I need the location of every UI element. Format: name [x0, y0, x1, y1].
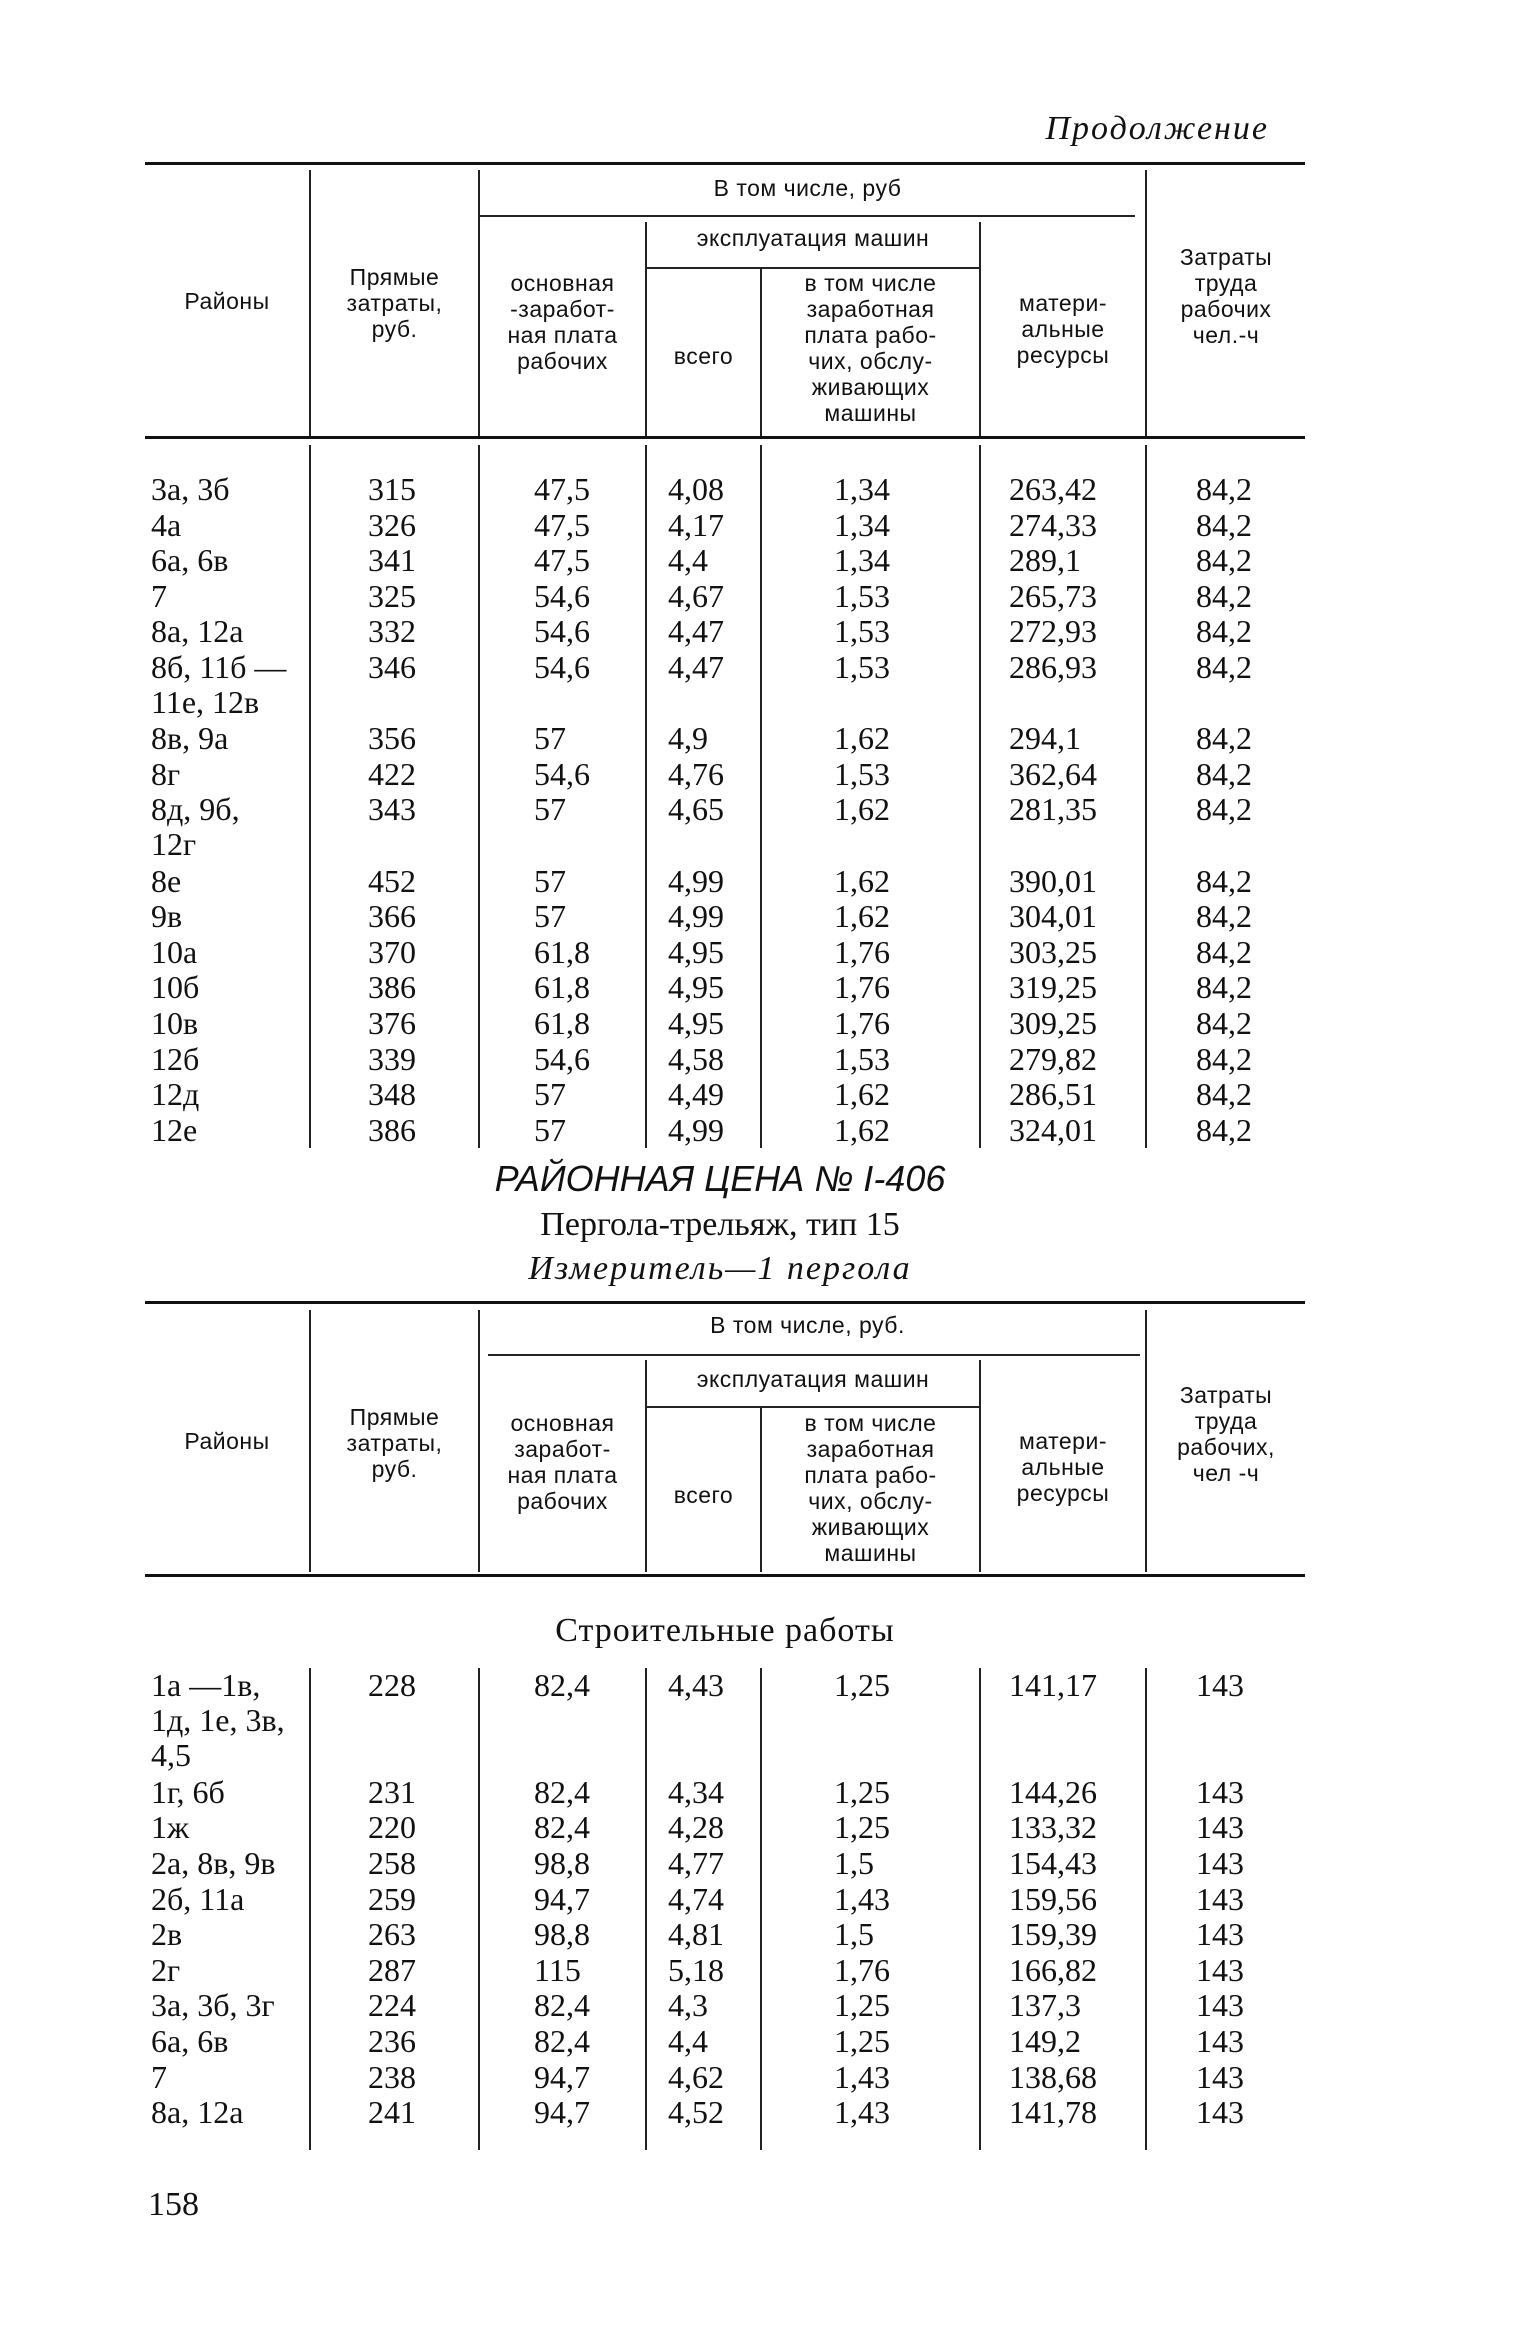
- value-cell: 57: [534, 1076, 566, 1113]
- value-cell: 1,25: [834, 1667, 890, 1703]
- col-including: В том числе, руб.: [710, 1312, 905, 1338]
- value-cell: 1,62: [834, 1111, 890, 1148]
- value-cell: 84,2: [1196, 1005, 1252, 1041]
- region-cell: 2б, 11а: [151, 1880, 245, 1917]
- value-cell: 143: [1196, 1951, 1244, 1988]
- value-cell: 339: [368, 1040, 416, 1077]
- column-divider: [1145, 445, 1147, 1148]
- value-cell: 4,65: [668, 791, 724, 828]
- column-divider: [309, 445, 311, 1148]
- value-cell: 319,25: [1009, 969, 1097, 1006]
- value-cell: 289,1: [1009, 542, 1081, 579]
- col-labor: Затраты труда рабочих чел.-ч: [1179, 244, 1273, 348]
- value-cell: 4,49: [668, 1076, 724, 1113]
- value-cell: 304,01: [1009, 898, 1097, 935]
- region-cell: 12е: [151, 1111, 198, 1148]
- value-cell: 1,62: [834, 862, 890, 899]
- value-cell: 4,95: [668, 1005, 724, 1041]
- value-cell: 54,6: [534, 613, 590, 650]
- value-cell: 149,2: [1009, 2023, 1081, 2059]
- region-cell: 12б: [151, 1040, 200, 1077]
- region-cell: 8а, 12а: [151, 2094, 244, 2131]
- col-direct-costs: Прямые затраты, руб.: [346, 1404, 443, 1482]
- value-cell: 61,8: [534, 969, 590, 1006]
- value-cell: 370: [368, 933, 416, 970]
- col-machine-operation: эксплуатация машин: [696, 1366, 930, 1392]
- region-cell: 2г: [151, 1951, 181, 1988]
- region-cell: 8г: [151, 755, 181, 792]
- value-cell: 341: [368, 542, 416, 579]
- value-cell: 343: [368, 791, 416, 828]
- value-cell: 4,52: [668, 2094, 724, 2131]
- value-cell: 4,43: [668, 1667, 724, 1703]
- value-cell: 84,2: [1196, 471, 1252, 507]
- value-cell: 1,53: [834, 613, 890, 650]
- value-cell: 61,8: [534, 933, 590, 970]
- value-cell: 326: [368, 506, 416, 543]
- value-cell: 4,76: [668, 755, 724, 792]
- col-machine-operation: эксплуатация машин: [696, 225, 930, 251]
- value-cell: 1,76: [834, 1005, 890, 1041]
- value-cell: 1,34: [834, 506, 890, 543]
- value-cell: 236: [368, 2023, 416, 2059]
- value-cell: 1,53: [834, 649, 890, 685]
- divider: [145, 436, 1305, 439]
- column-divider: [1145, 1668, 1147, 2150]
- col-including-wage: в том числе заработная плата рабо- чих, обслу- живающих машины: [804, 1410, 937, 1566]
- value-cell: 82,4: [534, 1809, 590, 1846]
- value-cell: 4,99: [668, 862, 724, 899]
- value-cell: 143: [1196, 1845, 1244, 1881]
- region-cell: 12д: [151, 1076, 200, 1113]
- value-cell: 386: [368, 969, 416, 1006]
- region-cell: 3а, 3б: [151, 471, 230, 507]
- value-cell: 84,2: [1196, 577, 1252, 614]
- value-cell: 238: [368, 2058, 416, 2095]
- value-cell: 286,93: [1009, 649, 1097, 685]
- region-cell: 7: [151, 577, 167, 614]
- col-total: всего: [673, 1482, 734, 1508]
- value-cell: 324,01: [1009, 1111, 1097, 1148]
- value-cell: 144,26: [1009, 1773, 1097, 1810]
- value-cell: 154,43: [1009, 1845, 1097, 1881]
- region-cell: 6а, 6в: [151, 2023, 229, 2059]
- value-cell: 325: [368, 577, 416, 614]
- divider: [645, 1406, 979, 1408]
- value-cell: 84,2: [1196, 755, 1252, 792]
- value-cell: 1,76: [834, 969, 890, 1006]
- value-cell: 98,8: [534, 1845, 590, 1881]
- column-divider: [979, 445, 981, 1148]
- value-cell: 57: [534, 862, 566, 899]
- value-cell: 286,51: [1009, 1076, 1097, 1113]
- continuation-label: Продолжение: [1045, 110, 1269, 147]
- value-cell: 4,08: [668, 471, 724, 507]
- value-cell: 4,67: [668, 577, 724, 614]
- value-cell: 1,53: [834, 1040, 890, 1077]
- value-cell: 143: [1196, 1773, 1244, 1810]
- region-cell: 8а, 12а: [151, 613, 244, 650]
- value-cell: 115: [534, 1951, 581, 1988]
- value-cell: 362,64: [1009, 755, 1097, 792]
- region-cell: 10а: [151, 933, 198, 970]
- divider: [488, 1354, 1140, 1356]
- col-regions: Районы: [184, 288, 270, 314]
- value-cell: 4,9: [668, 720, 708, 757]
- value-cell: 82,4: [534, 2023, 590, 2059]
- region-cell: 8в, 9а: [151, 720, 229, 757]
- value-cell: 54,6: [534, 1040, 590, 1077]
- value-cell: 4,99: [668, 898, 724, 935]
- value-cell: 1,43: [834, 2058, 890, 2095]
- col-regions: Районы: [184, 1428, 270, 1454]
- value-cell: 366: [368, 898, 416, 935]
- column-divider: [309, 1668, 311, 2150]
- value-cell: 4,77: [668, 1845, 724, 1881]
- value-cell: 228: [368, 1667, 416, 1703]
- value-cell: 220: [368, 1809, 416, 1846]
- value-cell: 4,95: [668, 969, 724, 1006]
- value-cell: 390,01: [1009, 862, 1097, 899]
- value-cell: 315: [368, 471, 416, 507]
- value-cell: 1,25: [834, 1773, 890, 1810]
- value-cell: 346: [368, 649, 416, 685]
- col-labor: Затраты труда рабочих, чел -ч: [1177, 1382, 1275, 1486]
- value-cell: 4,95: [668, 933, 724, 970]
- value-cell: 452: [368, 862, 416, 899]
- region-cell: 1ж: [151, 1809, 190, 1846]
- column-divider: [645, 445, 647, 1148]
- value-cell: 82,4: [534, 1987, 590, 2024]
- value-cell: 143: [1196, 1916, 1244, 1953]
- value-cell: 224: [368, 1987, 416, 2024]
- value-cell: 143: [1196, 1880, 1244, 1917]
- value-cell: 137,3: [1009, 1987, 1081, 2024]
- value-cell: 4,4: [668, 542, 708, 579]
- value-cell: 4,4: [668, 2023, 708, 2059]
- region-cell: 4а: [151, 506, 182, 543]
- value-cell: 386: [368, 1111, 416, 1148]
- region-cell: 1а —1в, 1д, 1е, 3в, 4,5: [151, 1667, 285, 1773]
- value-cell: 94,7: [534, 2094, 590, 2131]
- value-cell: 1,43: [834, 1880, 890, 1917]
- value-cell: 1,62: [834, 791, 890, 828]
- value-cell: 281,35: [1009, 791, 1097, 828]
- region-cell: 8б, 11б — 11е, 12в: [151, 649, 287, 720]
- value-cell: 84,2: [1196, 969, 1252, 1006]
- value-cell: 4,34: [668, 1773, 724, 1810]
- value-cell: 143: [1196, 1667, 1244, 1703]
- divider: [145, 162, 1305, 165]
- col-total: всего: [673, 343, 734, 369]
- value-cell: 4,17: [668, 506, 724, 543]
- value-cell: 141,17: [1009, 1667, 1097, 1703]
- col-base-wage: основная -заработ- ная плата рабочих: [507, 270, 618, 374]
- value-cell: 84,2: [1196, 1111, 1252, 1148]
- region-cell: 7: [151, 2058, 167, 2095]
- value-cell: 4,99: [668, 1111, 724, 1148]
- value-cell: 376: [368, 1005, 416, 1041]
- region-cell: 3а, 3б, 3г: [151, 1987, 275, 2024]
- value-cell: 303,25: [1009, 933, 1097, 970]
- value-cell: 263,42: [1009, 471, 1097, 507]
- region-cell: 8е: [151, 862, 182, 899]
- page-number: 158: [148, 2186, 199, 2223]
- value-cell: 84,2: [1196, 1076, 1252, 1113]
- value-cell: 94,7: [534, 2058, 590, 2095]
- value-cell: 1,5: [834, 1845, 874, 1881]
- value-cell: 309,25: [1009, 1005, 1097, 1041]
- value-cell: 1,76: [834, 933, 890, 970]
- value-cell: 1,76: [834, 1951, 890, 1988]
- value-cell: 4,3: [668, 1987, 708, 2024]
- value-cell: 61,8: [534, 1005, 590, 1041]
- measure-label: Измеритель—1 пергола: [528, 1250, 912, 1287]
- value-cell: 4,47: [668, 649, 724, 685]
- divider: [145, 1301, 1305, 1304]
- value-cell: 94,7: [534, 1880, 590, 1917]
- value-cell: 241: [368, 2094, 416, 2131]
- column-divider: [760, 445, 762, 1148]
- region-cell: 1г, 6б: [151, 1773, 225, 1810]
- value-cell: 4,62: [668, 2058, 724, 2095]
- column-divider: [979, 1668, 981, 2150]
- column-divider: [478, 445, 480, 1148]
- value-cell: 159,39: [1009, 1916, 1097, 1953]
- value-cell: 141,78: [1009, 2094, 1097, 2131]
- value-cell: 287: [368, 1951, 416, 1988]
- divider: [145, 1574, 1305, 1577]
- value-cell: 143: [1196, 1809, 1244, 1846]
- value-cell: 47,5: [534, 506, 590, 543]
- value-cell: 1,25: [834, 1987, 890, 2024]
- value-cell: 47,5: [534, 542, 590, 579]
- column-divider: [760, 1668, 762, 2150]
- value-cell: 1,53: [834, 577, 890, 614]
- col-direct-costs: Прямые затраты, руб.: [346, 264, 443, 342]
- value-cell: 4,28: [668, 1809, 724, 1846]
- value-cell: 84,2: [1196, 862, 1252, 899]
- value-cell: 143: [1196, 2023, 1244, 2059]
- value-cell: 332: [368, 613, 416, 650]
- value-cell: 4,47: [668, 613, 724, 650]
- value-cell: 1,25: [834, 2023, 890, 2059]
- value-cell: 1,62: [834, 1076, 890, 1113]
- value-cell: 98,8: [534, 1916, 590, 1953]
- group-title: Строительные работы: [555, 1612, 895, 1649]
- value-cell: 279,82: [1009, 1040, 1097, 1077]
- col-base-wage: основная заработ- ная плата рабочих: [507, 1410, 618, 1514]
- value-cell: 263: [368, 1916, 416, 1953]
- value-cell: 259: [368, 1880, 416, 1917]
- value-cell: 84,2: [1196, 542, 1252, 579]
- value-cell: 138,68: [1009, 2058, 1097, 2095]
- col-materials: матери- альные ресурсы: [1016, 290, 1110, 368]
- value-cell: 159,56: [1009, 1880, 1097, 1917]
- value-cell: 54,6: [534, 577, 590, 614]
- value-cell: 84,2: [1196, 720, 1252, 757]
- value-cell: 272,93: [1009, 613, 1097, 650]
- divider: [645, 267, 979, 269]
- value-cell: 4,81: [668, 1916, 724, 1953]
- region-cell: 9в: [151, 898, 183, 935]
- value-cell: 1,62: [834, 898, 890, 935]
- region-cell: 2а, 8в, 9в: [151, 1845, 276, 1881]
- region-cell: 10в: [151, 1005, 199, 1041]
- region-cell: 2в: [151, 1916, 183, 1953]
- column-divider: [478, 1668, 480, 2150]
- value-cell: 1,62: [834, 720, 890, 757]
- value-cell: 5,18: [668, 1951, 724, 1988]
- region-cell: 8д, 9б, 12г: [151, 791, 240, 863]
- value-cell: 84,2: [1196, 613, 1252, 650]
- col-including-wage: в том числе заработная плата рабо- чих, обслу- живающих машины: [804, 270, 937, 426]
- value-cell: 54,6: [534, 755, 590, 792]
- price-title: РАЙОННАЯ ЦЕНА № I-406: [494, 1158, 946, 1199]
- value-cell: 47,5: [534, 471, 590, 507]
- value-cell: 258: [368, 1845, 416, 1881]
- value-cell: 143: [1196, 2058, 1244, 2095]
- value-cell: 57: [534, 1111, 566, 1148]
- value-cell: 133,32: [1009, 1809, 1097, 1846]
- value-cell: 348: [368, 1076, 416, 1113]
- value-cell: 265,73: [1009, 577, 1097, 614]
- value-cell: 356: [368, 720, 416, 757]
- divider: [645, 222, 647, 438]
- value-cell: 84,2: [1196, 1040, 1252, 1077]
- value-cell: 84,2: [1196, 791, 1252, 828]
- value-cell: 4,74: [668, 1880, 724, 1917]
- value-cell: 1,34: [834, 471, 890, 507]
- value-cell: 54,6: [534, 649, 590, 685]
- value-cell: 84,2: [1196, 506, 1252, 543]
- price-subtitle: Пергола-трельяж, тип 15: [540, 1206, 900, 1243]
- divider: [478, 215, 1135, 217]
- value-cell: 422: [368, 755, 416, 792]
- value-cell: 84,2: [1196, 933, 1252, 970]
- col-materials: матери- альные ресурсы: [1016, 1428, 1110, 1506]
- region-cell: 10б: [151, 969, 200, 1006]
- column-divider: [645, 1668, 647, 2150]
- value-cell: 57: [534, 720, 566, 757]
- col-including: В том числе, руб: [713, 175, 902, 201]
- value-cell: 84,2: [1196, 649, 1252, 685]
- value-cell: 166,82: [1009, 1951, 1097, 1988]
- value-cell: 82,4: [534, 1773, 590, 1810]
- value-cell: 57: [534, 898, 566, 935]
- value-cell: 143: [1196, 1987, 1244, 2024]
- value-cell: 1,53: [834, 755, 890, 792]
- value-cell: 294,1: [1009, 720, 1081, 757]
- value-cell: 82,4: [534, 1667, 590, 1703]
- value-cell: 1,43: [834, 2094, 890, 2131]
- value-cell: 1,25: [834, 1809, 890, 1846]
- value-cell: 143: [1196, 2094, 1244, 2131]
- value-cell: 57: [534, 791, 566, 828]
- value-cell: 1,5: [834, 1916, 874, 1953]
- value-cell: 4,58: [668, 1040, 724, 1077]
- value-cell: 1,34: [834, 542, 890, 579]
- value-cell: 274,33: [1009, 506, 1097, 543]
- value-cell: 84,2: [1196, 898, 1252, 935]
- region-cell: 6а, 6в: [151, 542, 229, 579]
- value-cell: 231: [368, 1773, 416, 1810]
